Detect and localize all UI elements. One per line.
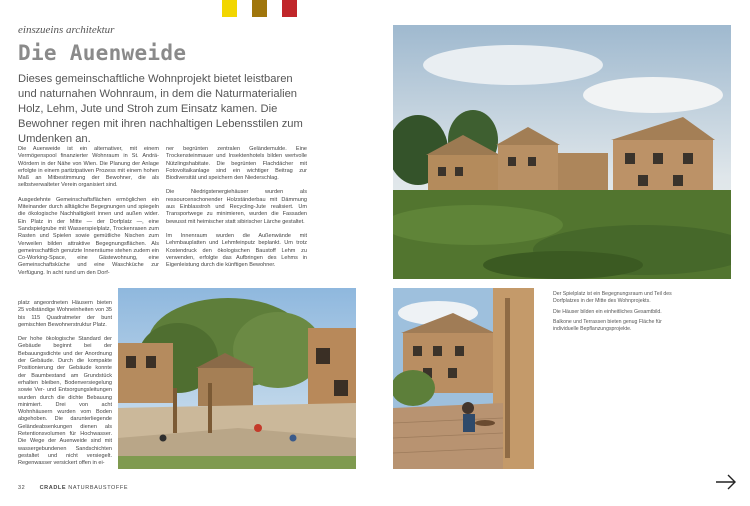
color-chip-red (282, 0, 297, 17)
color-chip-yellow (222, 0, 237, 17)
page-footer (18, 485, 128, 491)
photo-houses-overview (393, 25, 731, 279)
kicker: einszueins architektur (18, 24, 115, 36)
houses-image (393, 25, 731, 279)
body-paragraph: Der hohe ökologische Standard der Gebäude beginnt bei der Bebauungsdichte und der Anordnung der Gebäude. Durch die kompakte Positionierung der Gebäude konnte der Baumbestand am Grundstück erhalten bleiben, Bodenversiegelung sowie Ver- und Entsorgungsleitungen wurden durch die dichte Bebauung minimiert. Drei von acht Wohnhäusern wurden vom Boden abgehoben. Die darunterliegende Geländeabsenkungen dienen als Retentionsvolumen für Hochwasser. Die Wege der Auenweide sind mit wassergebundenen Sandschichten gestaltet und nicht versiegelt. Regenwasser versickert offen in ei- (18, 336, 112, 467)
body-paragraph: Ausgedehnte Gemeinschaftsflächen ermöglichen ein Miteinander durch alltägliche Begegnungen und spiegeln die ökologische Nachhaltigkeit innen und außen wider. Ein Platz in der Mitte — der Dorfplatz —, eine Sandspielgrube mit Wasserspielplatz, Trockenrasen zum Rasten und Spielen sowie gemütliche Nischen zum Verweilen bilden attraktive Begegnungsflächen. Als gemeinschaftlich genutzte Innenräume stehen zudem ein Co-Working-Space, eine Gästewohnung, eine Gemeinschaftsküche und eine Waschküche zur Verfügung. In acht rund um den Dorf- (18, 196, 159, 276)
caption-terrace: Balkone und Terrassen bieten genug Fläche für individuelle Bepflanzungsprojekte. (553, 319, 662, 333)
arrow-right-icon (714, 473, 738, 491)
text-column-1-continued (18, 300, 112, 475)
lead-paragraph: Dieses gemeinschaftliche Wohnprojekt bietet leistbaren und naturnahen Wohnraum, in dem die Naturmaterialien Holz, Lehm, Jute und Stroh zum Einsatz kamen. Die Bewohner regen mit ihren nachhaltigen Lebensstilen zum Umdenken an. (18, 73, 303, 145)
body-paragraph: platz angeordneten Häusern bieten 25 vollständige Wohneinheiten von 35 bis 115 Quadratmeter der bunt gemischten Bewohnerstruktur Platz. (18, 300, 112, 328)
playground-image (118, 288, 356, 469)
body-paragraph: Die Auenweide ist ein alternativer, mit einem Vermögenspool finanzierter Wohnraum in St. Andrä-Wördern in der Nähe von Wien. Die Planung der Anlage erfolgte in einem partizipativen Prozess mit einem hohen Maß an Mitbestimmung der Bewohner, die als selbstverwalteter Verein organisiert sind. (18, 146, 159, 189)
page-number: 32 (18, 485, 26, 491)
caption-houses: Die Häuser bilden ein einheitliches Gesamtbild. (553, 308, 662, 315)
photo-terrace (393, 288, 534, 469)
body-paragraph: ner begrünten zentralen Geländemulde. Eine Trockensteinmauer und Insektenhotels bilden wertvolle Nützlingshabitate. Die begrünten Flachdächer mit Fotovoltaikanlage sind ein wichtiger Beitrag zur Biodiversität und speichern den Niederschlag. (166, 146, 307, 182)
terrace-image (393, 288, 534, 469)
next-page-button[interactable] (714, 473, 738, 491)
text-column-1 (18, 146, 159, 277)
text-column-2 (166, 146, 307, 276)
caption-playground: Der Spielplatz ist ein Begegnungsraum und Teil des Dorfplatzes in der Mitte des Wohnprojekts. (553, 291, 672, 304)
photo-playground (118, 288, 356, 469)
color-chip-brown (252, 0, 267, 17)
article-title: Die Auenweide (18, 41, 187, 65)
magazine-section: NATURBAUSTOFFE (68, 485, 129, 491)
photo-captions (553, 291, 683, 337)
body-paragraph: Die Niedrigstenergiehäuser wurden als ressourcenschonender Holzständerbau mit Dämmung aus Einblasstroh und Recycling-Jute realisiert. Um Transportwege zu minimieren, wurden die Fassaden bewusst mit heimischer statt sibirischer Lärche gestaltet. (166, 189, 307, 225)
body-paragraph: Im Innenraum wurden die Außenwände mit Lehmbauplatten und Lehmfeinputz beplankt. Um trotz Kostendruck den ökologischen Baustoff Lehm zu verwenden, erfolgte das Aufbringen des Lehms in Eigenleistung durch die künftigen Bewohner. (166, 232, 307, 269)
magazine-brand: CRADLE (39, 485, 67, 491)
